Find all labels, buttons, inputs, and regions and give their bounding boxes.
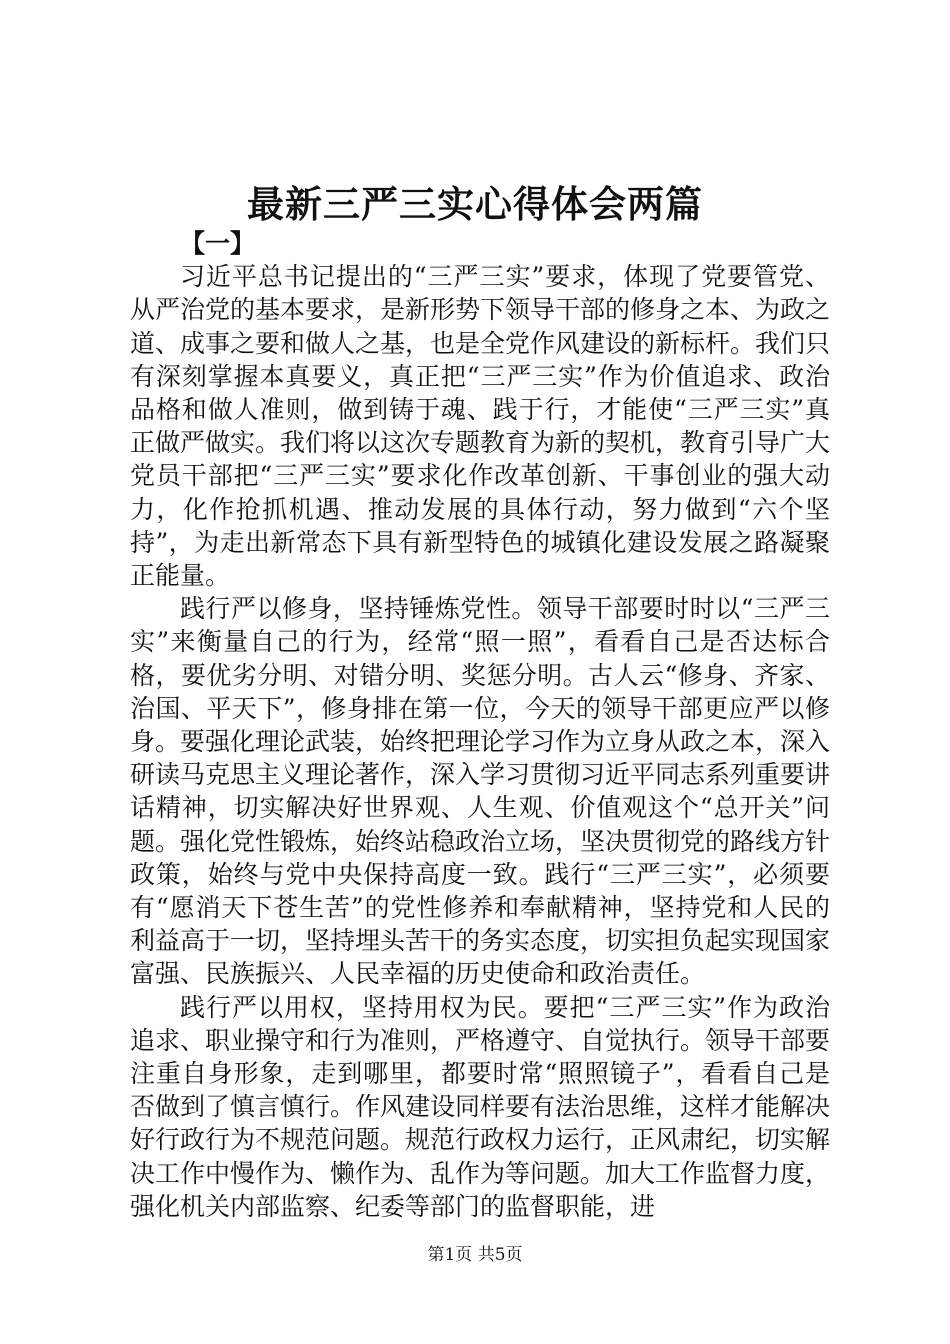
paragraph-2: 践行严以修身，坚持锤炼党性。领导干部要时时以“三严三实”来衡量自己的行为，经常“照一照”，看看自己是否达标合格，要优劣分明、对错分明、奖惩分明。古人云“修身、齐家、治国、平天下”，修身排在第一位，今天的领导干部更应严以修身。要强化理论武装，始终把理论学习作为立身从政之本，深入研读马克思主义理论著作，深入学习贯彻习近平同志系列重要讲话精神，切实解决好世界观、人生观、价值观这个“总开关”问题。强化党性锻炼，始终站稳政治立场，坚决贯彻党的路线方针政策，始终与党中央保持高度一致。践行“三严三实”，必须要有“愿消天下苍生苦”的党性修养和奉献精神，坚持党和人民的利益高于一切，坚持埋头苦干的务实态度，切实担负起实现国家富强、民族振兴、人民幸福的历史使命和政治责任。: [130, 594, 831, 989]
paragraph-1: 习近平总书记提出的“三严三实”要求，体现了党要管党、从严治党的基本要求，是新形势下领导干部的修身之本、为政之道、成事之要和做人之基，也是全党作风建设的新标杆。我们只有深刻掌握本真要义，真正把“三严三实”作为价值追求、政治品格和做人准则，做到铸于魂、践于行，才能使“三严三实”真正做严做实。我们将以这次专题教育为新的契机，教育引导广大党员干部把“三严三实”要求化作改革创新、干事创业的强大动力，化作抢抓机遇、推动发展的具体行动，努力做到“六个坚持”，为走出新常态下具有新型特色的城镇化建设发展之路凝聚正能量。: [130, 262, 831, 591]
document-body: [130, 227, 830, 1223]
section-heading: 【一】: [180, 229, 256, 258]
paragraph-3: 践行严以用权，坚持用权为民。要把“三严三实”作为政治追求、职业操守和行为准则，严格遵守、自觉执行。领导干部要注重自身形象，走到哪里，都要时常“照照镜子”，看看自己是否做到了慎言慎行。作风建设同样要有法治思维，这样才能解决好行政行为不规范问题。规范行政权力运行，正风肃纪，切实解决工作中慢作为、懒作为、乱作为等问题。加大工作监督力度，强化机关内部监察、纪委等部门的监督职能，进: [130, 992, 831, 1221]
page-number-footer: 第1页 共5页: [427, 1245, 523, 1265]
document-title: 最新三严三实心得体会两篇: [247, 182, 703, 226]
